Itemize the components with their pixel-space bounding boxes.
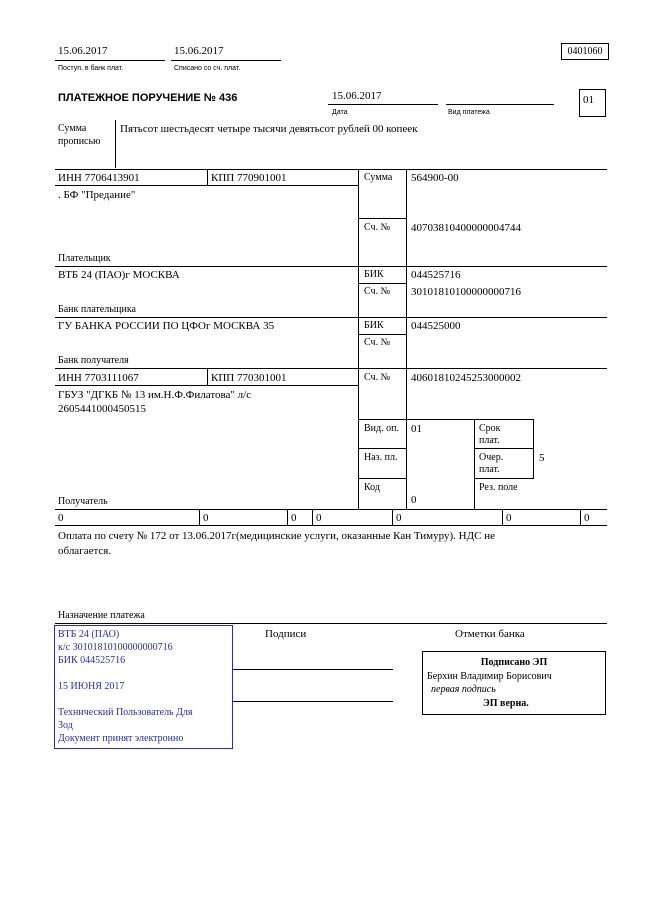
payee-acct-label: Сч. № xyxy=(364,372,391,383)
divider xyxy=(55,169,607,170)
tax-field-7: 0 xyxy=(584,512,590,524)
divider xyxy=(328,104,438,105)
rez-label: Рез. поле xyxy=(479,482,518,493)
e-signature-name: Берхин Владимир Борисович xyxy=(427,671,552,682)
tax-field-6: 0 xyxy=(506,512,512,524)
ocher-label-1: Очер. xyxy=(479,452,504,463)
payer-bank-label: Банк плательщика xyxy=(58,304,136,315)
divider xyxy=(55,368,607,369)
divider xyxy=(55,60,165,61)
status-box: 01 xyxy=(579,89,606,117)
e-signature-title: Подписано ЭП xyxy=(480,657,548,668)
payee-name-1: ГБУЗ "ДГКБ № 13 им.Н.Ф.Филатова" л/с xyxy=(58,389,252,401)
tax-field-3: 0 xyxy=(291,512,297,524)
divider xyxy=(55,266,607,267)
purpose-text-1: Оплата по счету № 172 от 13.06.2017г(медицинские услуги, оказанные Кан Тимуру). НДС не xyxy=(58,530,495,542)
payee-bik: 044525000 xyxy=(411,320,461,332)
kod-label: Код xyxy=(364,482,380,493)
divider xyxy=(55,385,358,386)
kod-value: 0 xyxy=(411,494,417,506)
signature-line-2 xyxy=(233,701,393,702)
sum-value: 564900-00 xyxy=(411,172,459,184)
payee-name-2: 2605441000450515 xyxy=(58,403,146,415)
order-date-label: Дата xyxy=(332,109,348,116)
stamp-accepted: Документ принят электронно xyxy=(58,733,184,744)
payee-label: Получатель xyxy=(58,496,108,507)
divider xyxy=(199,509,200,525)
tax-field-4: 0 xyxy=(316,512,322,524)
e-signature-role: первая подпись xyxy=(431,684,496,695)
payee-bank-label: Банк получателя xyxy=(58,355,129,366)
e-signature-status: ЭП верна. xyxy=(483,698,529,709)
order-date: 15.06.2017 xyxy=(332,90,382,102)
divider xyxy=(358,218,406,219)
bank-marks-label: Отметки банка xyxy=(455,628,525,640)
divider xyxy=(55,623,607,624)
payee-bank: ГУ БАНКА РОССИИ ПО ЦФОг МОСКВА 35 xyxy=(58,320,275,332)
divider xyxy=(358,448,406,449)
payee-corr-label: Сч. № xyxy=(364,337,391,348)
tax-field-1: 0 xyxy=(58,512,64,524)
vid-op-label: Вид. оп. xyxy=(364,423,399,434)
divider xyxy=(406,169,407,509)
payment-type-label: Вид платежа xyxy=(448,109,490,116)
payer-account: 40703810400000004744 xyxy=(411,222,521,234)
payer-corr-account: 30101810100000000716 xyxy=(411,286,521,298)
divider xyxy=(312,509,313,525)
vid-op-value: 01 xyxy=(411,423,422,435)
payer-label: Плательщик xyxy=(58,253,111,264)
purpose-label: Назначение платежа xyxy=(58,610,145,621)
divider xyxy=(502,509,503,525)
divider xyxy=(207,368,208,385)
signature-line-1 xyxy=(233,669,393,670)
divider xyxy=(55,525,607,526)
divider xyxy=(358,478,406,479)
signatures-label: Подписи xyxy=(265,628,307,640)
divider xyxy=(533,419,534,479)
payee-account: 40601810245253000002 xyxy=(411,372,521,384)
payer-name: . БФ "Предание" xyxy=(58,189,136,201)
divider xyxy=(358,169,359,509)
tax-field-5: 0 xyxy=(396,512,402,524)
divider xyxy=(474,478,533,479)
stamp-corr-account: к/с 30101810100000000716 xyxy=(58,642,173,653)
stamp-bank-name: ВТБ 24 (ПАО) xyxy=(58,629,120,640)
payer-acct-label: Сч. № xyxy=(364,222,391,233)
payer-corr-label: Сч. № xyxy=(364,286,391,297)
srok-label-2: плат. xyxy=(479,435,500,446)
payer-bank: ВТБ 24 (ПАО)г МОСКВА xyxy=(58,269,180,281)
divider xyxy=(358,334,406,335)
date-received: 15.06.2017 xyxy=(58,45,108,57)
divider xyxy=(55,185,358,186)
stamp-date: 15 ИЮНЯ 2017 xyxy=(58,681,125,692)
divider xyxy=(207,169,208,185)
payer-bik: 044525716 xyxy=(411,269,461,281)
ocher-value: 5 xyxy=(539,452,545,464)
amount-words-label-1: Сумма xyxy=(58,123,87,134)
divider xyxy=(171,60,281,61)
divider xyxy=(474,448,533,449)
payer-bik-label: БИК xyxy=(364,269,384,280)
divider xyxy=(55,317,607,318)
tax-field-2: 0 xyxy=(203,512,209,524)
divider xyxy=(358,283,406,284)
ocher-label-2: плат. xyxy=(479,464,500,475)
bank-stamp xyxy=(54,625,233,749)
divider xyxy=(580,509,581,525)
srok-label-1: Срок xyxy=(479,423,501,434)
divider xyxy=(287,509,288,525)
amount-words-text: Пятьсот шестьдесят четыре тысячи девятьсот рублей 00 копеек xyxy=(120,123,418,135)
page-title: ПЛАТЕЖНОЕ ПОРУЧЕНИЕ № 436 xyxy=(58,92,238,104)
naz-label: Наз. пл. xyxy=(364,452,398,463)
e-signature-box xyxy=(422,651,606,715)
divider xyxy=(55,509,607,510)
payee-inn: ИНН 7703111067 xyxy=(58,372,139,384)
purpose-text-2: облагается. xyxy=(58,545,112,557)
divider xyxy=(474,419,475,509)
form-code: 0401060 xyxy=(561,43,609,60)
stamp-bik: БИК 044525716 xyxy=(58,655,126,666)
label-debited: Списано со сч. плат. xyxy=(174,65,241,72)
divider xyxy=(358,419,533,420)
stamp-user-cont: Зод xyxy=(58,720,73,731)
payee-bik-label: БИК xyxy=(364,320,384,331)
payer-kpp: КПП 770901001 xyxy=(211,172,287,184)
payee-kpp: КПП 770301001 xyxy=(211,372,287,384)
divider xyxy=(392,509,393,525)
divider xyxy=(446,104,554,105)
label-received: Поступ. в банк плат. xyxy=(58,65,124,72)
divider xyxy=(115,120,116,168)
date-debited: 15.06.2017 xyxy=(174,45,224,57)
sum-label: Сумма xyxy=(364,172,393,183)
stamp-user: Технический Пользователь Для xyxy=(58,707,193,718)
payer-inn: ИНН 7706413901 xyxy=(58,172,140,184)
amount-words-label-2: прописью xyxy=(58,136,101,147)
